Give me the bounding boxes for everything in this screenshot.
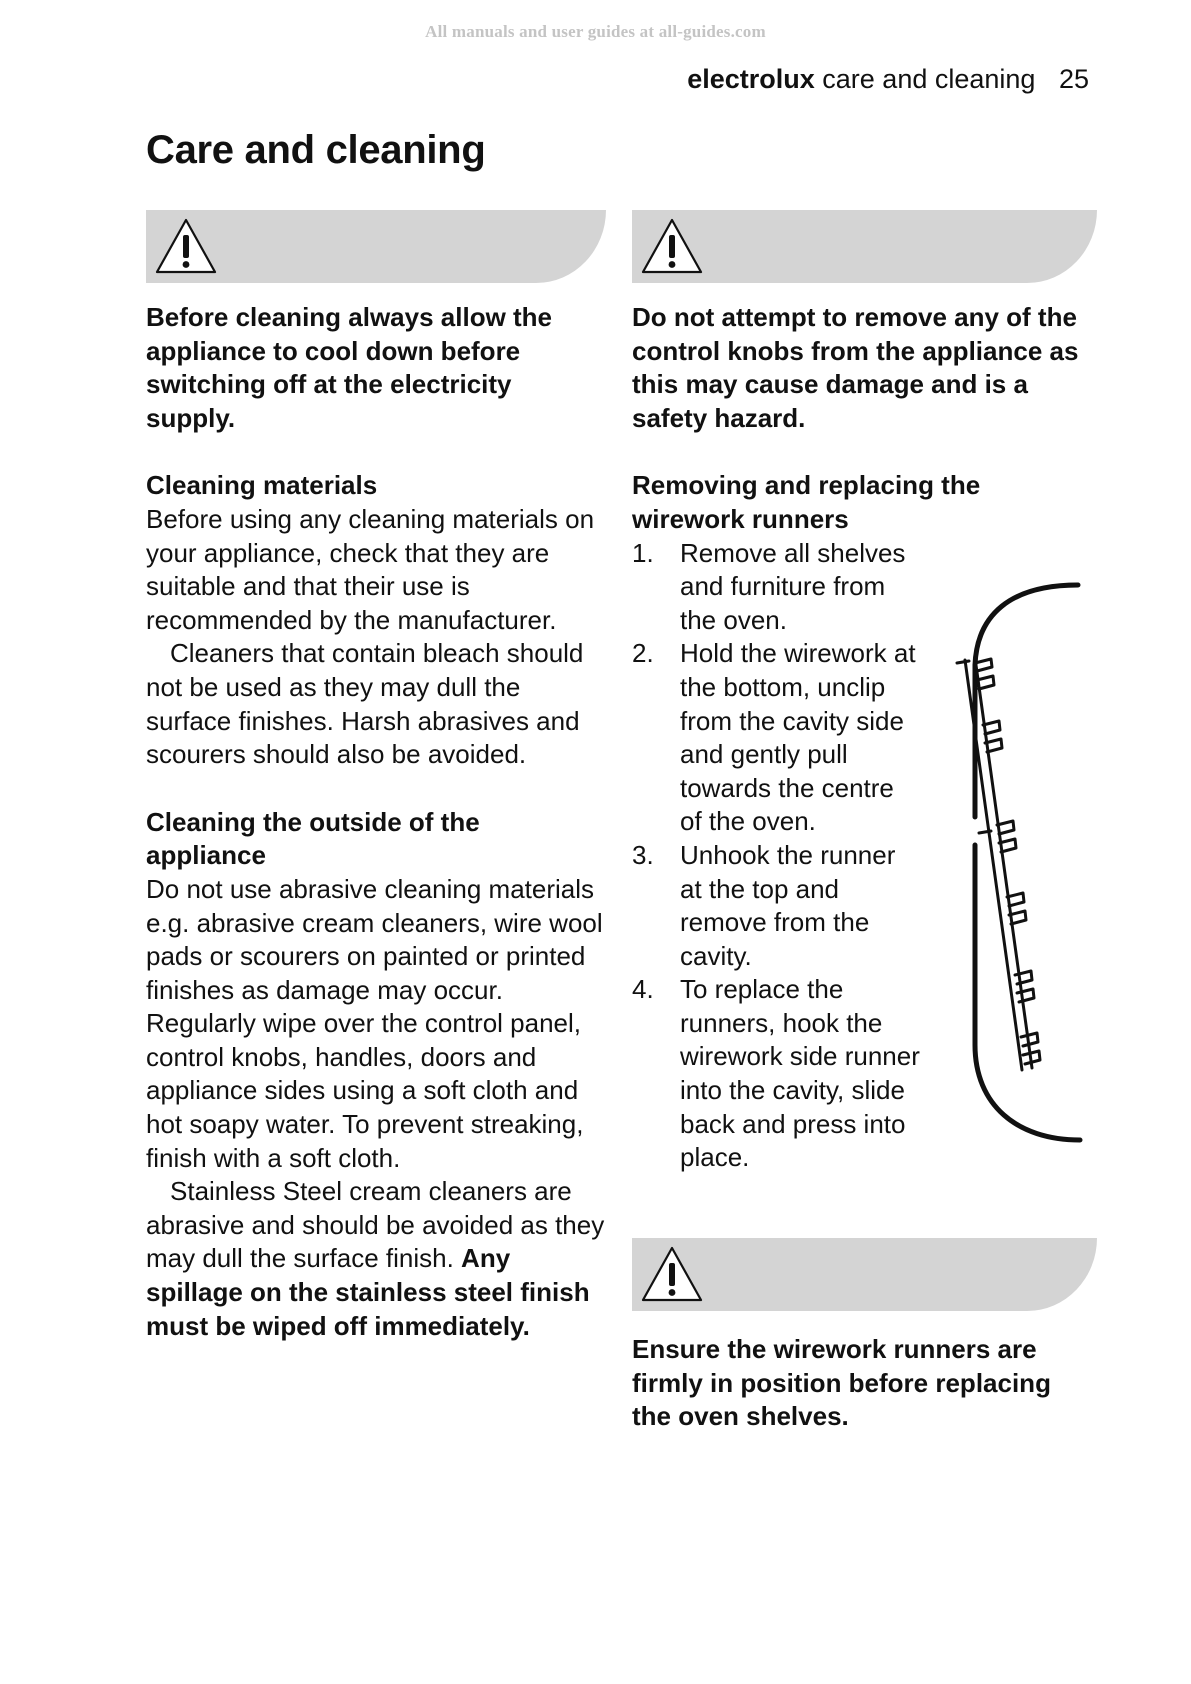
paragraph-text: Stainless Steel cream cleaners are abrasive and should be avoided as they may dull the surface finish. [146,1176,605,1274]
step-number: 4. [632,974,654,1005]
list-item [632,839,922,973]
warning-text: Ensure the wirework runners are firmly in position before replacing the oven shelves. [632,1334,1051,1432]
warning-bar [146,210,606,283]
paragraph: Cleaners that contain bleach should not be used as they may dull the surface finishes. Harsh abrasives and scourers should also be avoided. [146,638,584,770]
warning-text: Before cleaning always allow the appliance to cool down before switching off at the electricity supply. [146,302,553,433]
step-number: 2. [632,638,654,669]
paragraph: Do not use abrasive cleaning materials e.g. abrasive cream cleaners, wire wool pads or scourers on painted or printed finishes as damage may occur. Regularly wipe over the control panel, control knobs, handles, doors and appliance sides using a soft cloth and hot soapy water. To prevent streaking, finish with a soft cloth. [146,873,603,1173]
list-item [632,637,922,839]
paragraph [146,1175,606,1343]
section-heading: Removing and replacing the wirework runners [632,470,981,534]
section-name: care and cleaning [822,64,1036,94]
step-text: Remove all shelves and furniture from the oven. [680,537,906,635]
brand-name: electrolux [687,64,815,94]
section-heading: Cleaning the outside of the appliance [146,806,480,871]
section-heading: Cleaning materials [146,470,378,501]
page-title: Care and cleaning [146,128,486,172]
list-item [632,537,922,638]
wirework-runner-illustration [955,575,1095,1175]
warning-text: Do not attempt to remove any of the control knobs from the appliance as this may cause damage and is a safety hazard. [632,302,1079,433]
list-item [632,973,922,1175]
warning-bar [632,210,1097,283]
step-text: Hold the wirework at the bottom, unclip from the cavity side and gently pull towards the centre of the oven. [680,638,916,837]
step-number: 1. [632,537,654,568]
warning-triangle-icon [154,216,218,276]
warning-bar [632,1238,1097,1311]
steps-list [632,537,922,1175]
warning-triangle-icon [640,1244,704,1304]
warning-triangle-icon [640,216,704,276]
bold-warning-text: Any spillage on the stainless steel finish must be wiped off immediately. [146,1243,590,1341]
step-number: 3. [632,839,654,870]
running-header [687,64,1089,95]
step-text: To replace the runners, hook the wirework side runner into the cavity, slide back and press into place. [680,974,920,1173]
step-text: Unhook the runner at the top and remove from the cavity. [680,839,896,971]
paragraph: Before using any cleaning materials on your appliance, check that they are suitable and that their use is recommended by the manufacturer. [146,503,595,635]
page-number: 25 [1058,64,1089,94]
bottom-warning [632,1238,1097,1434]
left-column [146,210,606,1343]
watermark: All manuals and user guides at all-guides.com [425,22,766,41]
